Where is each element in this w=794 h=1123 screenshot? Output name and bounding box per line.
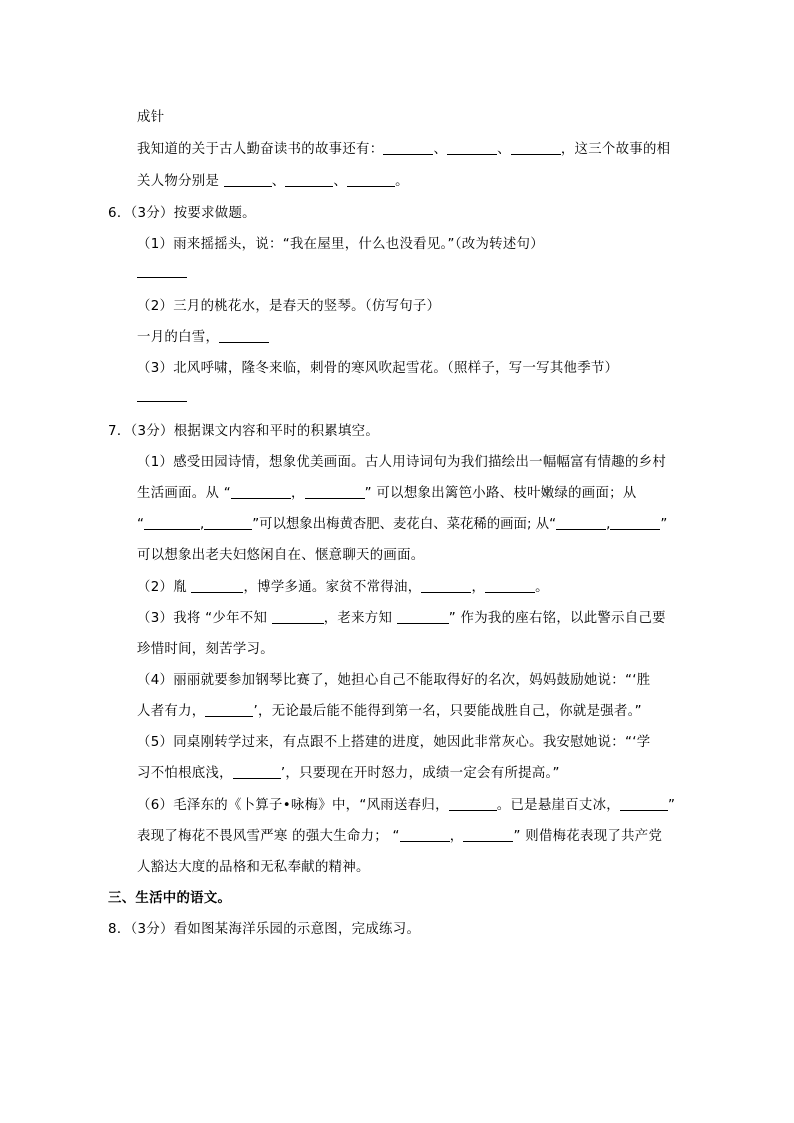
answer-blank[interactable] [285, 173, 333, 187]
text: ” [667, 798, 676, 813]
text-line [137, 856, 370, 875]
answer-blank[interactable] [144, 516, 200, 530]
text: ， [471, 580, 486, 595]
text-line [137, 794, 675, 813]
text-line [137, 544, 425, 563]
answer-blank[interactable] [610, 516, 660, 530]
text-line [137, 295, 440, 314]
text-line [137, 233, 544, 252]
answer-blank[interactable] [485, 579, 535, 593]
text-line [137, 106, 164, 125]
text: , [606, 517, 611, 532]
text-line [137, 762, 560, 781]
text: 、 [433, 142, 448, 157]
answer-blank[interactable] [511, 141, 561, 155]
text: ， [449, 829, 464, 844]
text-line [137, 326, 269, 345]
text: 人豁达大度的品格和无私奉献的精神。 [137, 860, 370, 875]
answer-blank[interactable] [224, 173, 272, 187]
text-line [137, 607, 666, 626]
text: 可以想象出老夫妇悠闲自在、惬意聊天的画面。 [137, 548, 425, 563]
text: （3）北风呼啸，隆冬来临，刺骨的寒风吹起雪花。（照样子，写一写其他季节） [137, 361, 619, 376]
answer-blank[interactable] [463, 828, 513, 842]
text: （3）我将 “少年不知 [137, 611, 272, 626]
text: ，老来方知 [323, 611, 397, 626]
answer-blank[interactable] [305, 485, 365, 499]
text-line [137, 357, 618, 376]
text: （1）感受田园诗情，想象优美画面。古人用诗词句为我们描绘出一幅幅富有情趣的乡村 [137, 455, 667, 470]
text-line [137, 482, 637, 501]
text: ，这三个故事的相 [560, 142, 671, 157]
answer-blank[interactable] [137, 264, 187, 278]
text-line [137, 638, 274, 657]
text: 人者有力， [137, 704, 206, 719]
text: ’，只要现在开时怒力，成绩一定会有所提高。” [280, 766, 560, 781]
text: ， [290, 486, 305, 501]
answer-blank[interactable] [137, 388, 187, 402]
text: 、 [271, 174, 286, 189]
text-line [137, 170, 409, 189]
text-line [137, 576, 549, 595]
text: 三、生活中的语文。 [108, 891, 232, 906]
text: ” 可以想象出篱笆小路、枝叶嫩绿的画面；从 [364, 486, 637, 501]
answer-blank[interactable] [556, 516, 606, 530]
text-line [137, 388, 187, 404]
answer-blank[interactable] [447, 141, 497, 155]
answer-blank[interactable] [272, 610, 324, 624]
text: 生活画面。从 “ [137, 486, 231, 501]
question-6 [108, 202, 256, 221]
text: （2）胤 [137, 580, 192, 595]
text: （4）丽丽就要参加钢琴比赛了，她担心自己不能取得好的名次，妈妈鼓励她说：“‘胜 [137, 673, 651, 688]
text: （1）雨来摇摇头，说：“我在屋里，什么也没看见。”（改为转述句） [137, 237, 544, 252]
section-heading [108, 887, 231, 906]
answer-blank[interactable] [205, 703, 253, 717]
text: 7．（3分）根据课文内容和平时的积累填空。 [108, 424, 380, 439]
question-8 [108, 918, 420, 937]
text-line [137, 825, 662, 844]
answer-blank[interactable] [191, 579, 243, 593]
text-line [137, 700, 642, 719]
answer-blank[interactable] [231, 485, 291, 499]
answer-blank[interactable] [400, 828, 450, 842]
answer-blank[interactable] [204, 516, 252, 530]
text-line [137, 731, 650, 750]
text-line [137, 264, 187, 280]
text-line [137, 138, 670, 157]
answer-blank[interactable] [347, 173, 395, 187]
question-7 [108, 420, 379, 439]
text: 、 [497, 142, 511, 157]
answer-blank[interactable] [219, 329, 269, 343]
text: 。 [395, 174, 409, 189]
answer-blank[interactable] [233, 765, 281, 779]
text: 一月的白雪， [137, 330, 220, 345]
text: （6）毛泽东的《卜算子•咏梅》中，“风雨送春归， [137, 798, 449, 813]
text: “ [137, 517, 144, 532]
text: （5）同桌刚转学过来，有点跟不上搭建的进度，她因此非常灰心。我安慰她说：“‘学 [137, 735, 651, 750]
answer-blank[interactable] [620, 797, 668, 811]
text: 8．（3分）看如图某海洋乐园的示意图，完成练习。 [108, 922, 421, 937]
text: ，博学多通。家贫不常得油， [243, 580, 422, 595]
text: ” [660, 517, 668, 532]
text: ” 作为我的座右铭，以此警示自己要 [448, 611, 666, 626]
text-line [137, 669, 650, 688]
text: 。 [535, 580, 549, 595]
text: 。已是悬崖百丈冰， [496, 798, 620, 813]
text: 表现了梅花不畏风雪严寒 的强大生命力； “ [137, 829, 400, 844]
answer-blank[interactable] [421, 579, 471, 593]
text-line [137, 513, 667, 532]
text: 珍惜时间，刻苦学习。 [137, 642, 274, 657]
text: 、 [333, 174, 348, 189]
answer-blank[interactable] [449, 797, 497, 811]
text: ”可以想象出梅黄杏肥、麦花白、菜花稀的画面; 从“ [252, 517, 557, 532]
text: ’，无论最后能不能得到第一名，只要能战胜自己，你就是强者。” [253, 704, 642, 719]
text: 关人物分别是 [137, 174, 224, 189]
text: （2）三月的桃花水，是春天的竖琴。（仿写句子） [137, 299, 441, 314]
text-line [137, 451, 666, 470]
text: 我知道的关于古人勤奋读书的故事还有： [137, 142, 384, 157]
text: ” 则借梅花表现了共产党 [513, 829, 663, 844]
answer-blank[interactable] [397, 610, 449, 624]
text: 6．（3分）按要求做题。 [108, 206, 256, 221]
text: 习不怕根底浅， [137, 766, 233, 781]
text: , [199, 517, 205, 532]
answer-blank[interactable] [383, 141, 433, 155]
text: 成针 [137, 110, 165, 125]
